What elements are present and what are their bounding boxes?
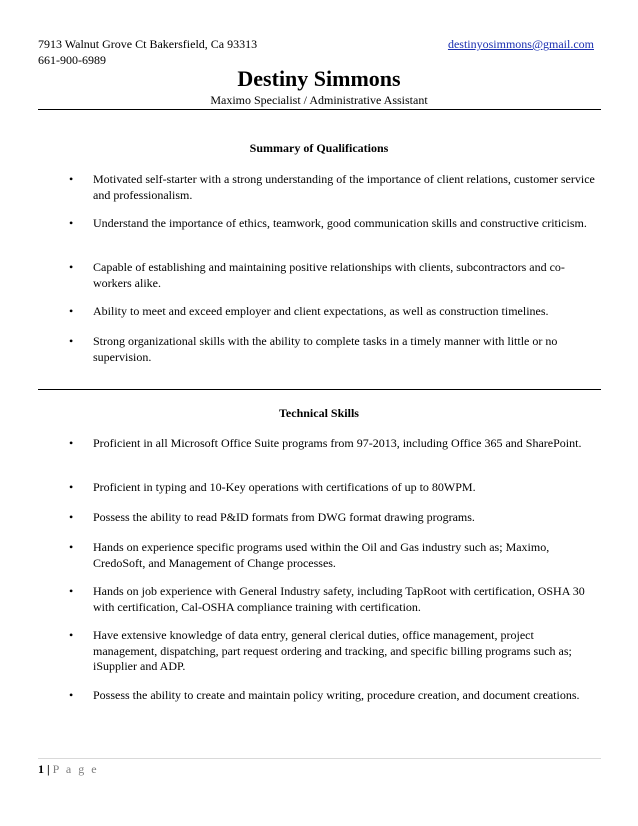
bullet-icon: • <box>69 304 74 318</box>
section-divider <box>38 389 601 390</box>
list-item: • Possess the ability to read P&ID formats from DWG format drawing programs. <box>69 510 475 524</box>
list-item: • Motivated self-starter with a strong understanding of the importance of client relations, customer service and professionalism. <box>69 172 595 202</box>
bullet-icon: • <box>69 540 74 554</box>
bullet-icon: • <box>69 480 74 494</box>
list-item: • Ability to meet and exceed employer and client expectations, as well as construction timelines. <box>69 304 549 318</box>
address: 7913 Walnut Grove Ct Bakersfield, Ca 93313 <box>38 37 258 51</box>
footer-separator: | <box>47 762 50 776</box>
summary-list <box>0 172 638 365</box>
list-item: • Understand the importance of ethics, teamwork, good communication skills and constructive criticism. <box>69 216 587 230</box>
bullet-icon: • <box>69 510 74 524</box>
header-divider <box>38 109 601 110</box>
bullet-icon: • <box>69 584 74 598</box>
page-footer <box>38 762 99 777</box>
list-item: • Strong organizational skills with the ability to complete tasks in a timely manner with little or no supervision. <box>69 334 558 364</box>
bullet-icon: • <box>69 688 74 702</box>
email-link[interactable]: destinyosimmons@gmail.com <box>447 37 594 51</box>
bullet-icon: • <box>69 260 74 274</box>
job-title: Maximo Specialist / Administrative Assistant <box>210 93 428 107</box>
list-item: • Have extensive knowledge of data entry, general clerical duties, office management, project management, dispatching, part request ordering and tracking, and specific billing programs such as; iSupplier and ADP. <box>69 628 572 673</box>
list-item: • Proficient in all Microsoft Office Suite programs from 97-2013, including Office 365 and SharePoint. <box>69 436 582 450</box>
applicant-name: Destiny Simmons <box>237 66 401 91</box>
technical-list <box>0 436 638 719</box>
list-item: • Possess the ability to create and maintain policy writing, procedure creation, and document creations. <box>69 688 580 702</box>
bullet-icon: • <box>69 628 74 642</box>
summary-heading: Summary of Qualifications <box>249 141 389 155</box>
list-item: • Hands on experience specific programs used within the Oil and Gas industry such as; Maximo, CredoSoft, and Management of Change processes. <box>69 540 550 570</box>
footer-divider <box>38 758 601 759</box>
bullet-icon: • <box>69 172 74 186</box>
list-item: • Capable of establishing and maintaining positive relationships with clients, subcontractors and co-workers alike. <box>69 260 565 290</box>
page-number: 1 <box>38 762 44 776</box>
phone-number: 661-900-6989 <box>38 53 106 67</box>
bullet-icon: • <box>69 436 74 450</box>
list-item: • Proficient in typing and 10-Key operations with certifications of up to 80WPM. <box>69 480 476 494</box>
technical-heading: Technical Skills <box>279 406 359 420</box>
page-label: P a g e <box>52 762 99 776</box>
bullet-icon: • <box>69 334 74 348</box>
bullet-icon: • <box>69 216 74 230</box>
list-item: • Hands on job experience with General Industry safety, including TapRoot with certification, OSHA 30 with certification, Cal-OSHA compliance training with certification. <box>69 584 585 614</box>
